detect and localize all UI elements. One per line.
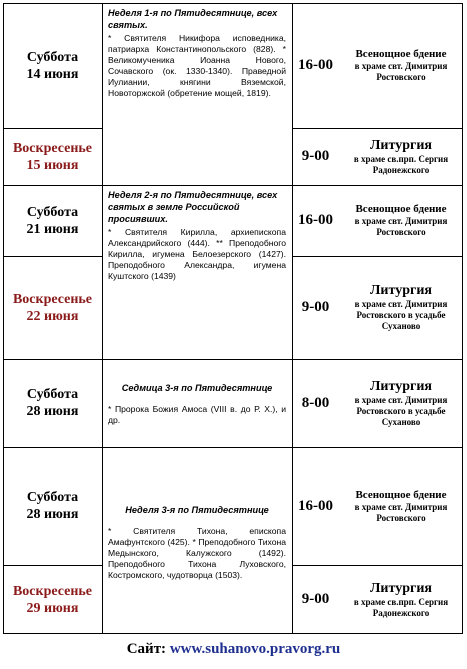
service-cell [339, 256, 463, 359]
service-place: в храме св.прп. Сергия Радонежского [353, 153, 449, 175]
schedule-table [3, 3, 463, 634]
feast-description [102, 185, 292, 359]
service-name: Литургия [370, 283, 432, 298]
table-border-bottom [3, 633, 463, 634]
day-date: 22 июня [26, 308, 79, 324]
row-divider [292, 185, 463, 186]
service-place: в храме свт. Димитрия Ростовского в усадьбе Суханово [354, 299, 448, 331]
service-time: 8-00 [301, 394, 330, 411]
row-divider [3, 447, 103, 448]
service-name: Литургия [370, 137, 432, 153]
row-divider [292, 128, 463, 129]
day-date: 15 июня [26, 157, 79, 173]
row-divider [3, 565, 103, 566]
feast-text: * Святителя Тихона, епископа Амафунтского (425). * Преподобного Тихона Медынского, Калужского (1492). Преподобного Тихона Луховского, Костромского, чудотворца (1503). [108, 526, 286, 580]
row-divider [292, 565, 463, 566]
site-footer [0, 641, 467, 658]
feast-description [102, 3, 292, 185]
row-divider [3, 128, 103, 129]
day-date: 14 июня [26, 66, 79, 82]
service-time: 9-00 [301, 591, 330, 607]
table-border-right [462, 3, 463, 634]
day-date: 28 июня [26, 507, 79, 522]
row-divider [3, 256, 103, 257]
footer-url[interactable]: www.suhanovo.pravorg.ru [169, 641, 341, 657]
service-name: Литургия [370, 378, 432, 394]
row-divider [102, 359, 293, 360]
feast-heading: Неделя 2-я по Пятидесятнице, всех святых в земле Российской просиявших. [108, 190, 278, 224]
day-cell [3, 185, 102, 256]
day-cell [3, 565, 102, 634]
day-cell [3, 447, 102, 565]
service-cell [339, 565, 463, 634]
service-name: Литургия [370, 580, 432, 596]
feast-heading: Неделя 1-я по Пятидесятнице, всех святых. [108, 8, 278, 30]
day-name: Воскресенье [12, 140, 93, 156]
service-place: в храме свт. Димитрия Ростовского [354, 216, 448, 237]
service-name: Всенощное бдение [355, 203, 447, 215]
service-place: в храме св.прп. Сергия Радонежского [353, 596, 449, 618]
row-divider [102, 185, 293, 186]
service-time: 16-00 [298, 57, 333, 73]
service-time: 9-00 [301, 299, 330, 315]
day-name: Воскресенье [12, 583, 93, 599]
day-date: 28 июня [26, 404, 79, 419]
service-cell [339, 359, 463, 447]
row-divider [3, 359, 103, 360]
feast-text: * Святителя Кирилла, архиепископа Александрийского (444). ** Преподобного Кирилла, игумена Белоезерского (1427). Преподобного Александра, игумена Куштского (1439) [108, 227, 286, 281]
day-name: Суббота [26, 490, 79, 505]
footer-label: Сайт: [126, 641, 167, 657]
day-name: Воскресенье [12, 291, 93, 307]
service-name: Всенощное бдение [355, 488, 447, 501]
service-time: 16-00 [298, 212, 333, 228]
service-cell [339, 447, 463, 565]
service-cell [339, 128, 463, 185]
feast-text: * Святителя Никифора исповедника, патриарха Константинопольского (828). * Великомученика Иоанна Нового, Сочавского (ок. 1330-1340). Праведной Иулиании, княгини Вяземской, Новоторжской (обретение мощей, 1819). [108, 33, 286, 98]
feast-description [102, 359, 292, 447]
row-divider [292, 256, 463, 257]
day-cell [3, 359, 102, 447]
table-border-top [3, 3, 463, 4]
service-place: в храме свт. Димитрия Ростовского [354, 501, 448, 523]
row-divider [292, 447, 463, 448]
day-cell [3, 128, 102, 185]
service-cell [339, 3, 463, 128]
day-name: Суббота [26, 49, 79, 65]
row-divider [102, 447, 293, 448]
service-place: в храме свт. Димитрия Ростовского в усадьбе Суханово [354, 394, 448, 427]
row-divider [3, 185, 103, 186]
column-divider [292, 3, 293, 634]
day-cell [3, 256, 102, 359]
column-divider [102, 3, 103, 634]
service-time: 9-00 [301, 148, 330, 164]
day-cell [3, 3, 102, 128]
service-place: в храме свт. Димитрия Ростовского [354, 61, 448, 82]
feast-heading: Седмица 3-я по Пятидесятнице [121, 383, 273, 393]
table-border-left [3, 3, 4, 634]
service-time: 16-00 [298, 497, 333, 514]
day-date: 21 июня [26, 221, 79, 237]
day-name: Суббота [26, 387, 79, 402]
service-name: Всенощное бдение [355, 48, 447, 60]
day-date: 29 июня [26, 600, 79, 616]
day-name: Суббота [26, 204, 79, 220]
feast-heading: Неделя 3-я по Пятидесятнице [125, 505, 269, 515]
row-divider [292, 359, 463, 360]
feast-description [102, 447, 292, 634]
service-cell [339, 185, 463, 256]
feast-text: * Пророка Божия Амоса (VIII в. до Р. Х.), и др. [108, 404, 286, 425]
